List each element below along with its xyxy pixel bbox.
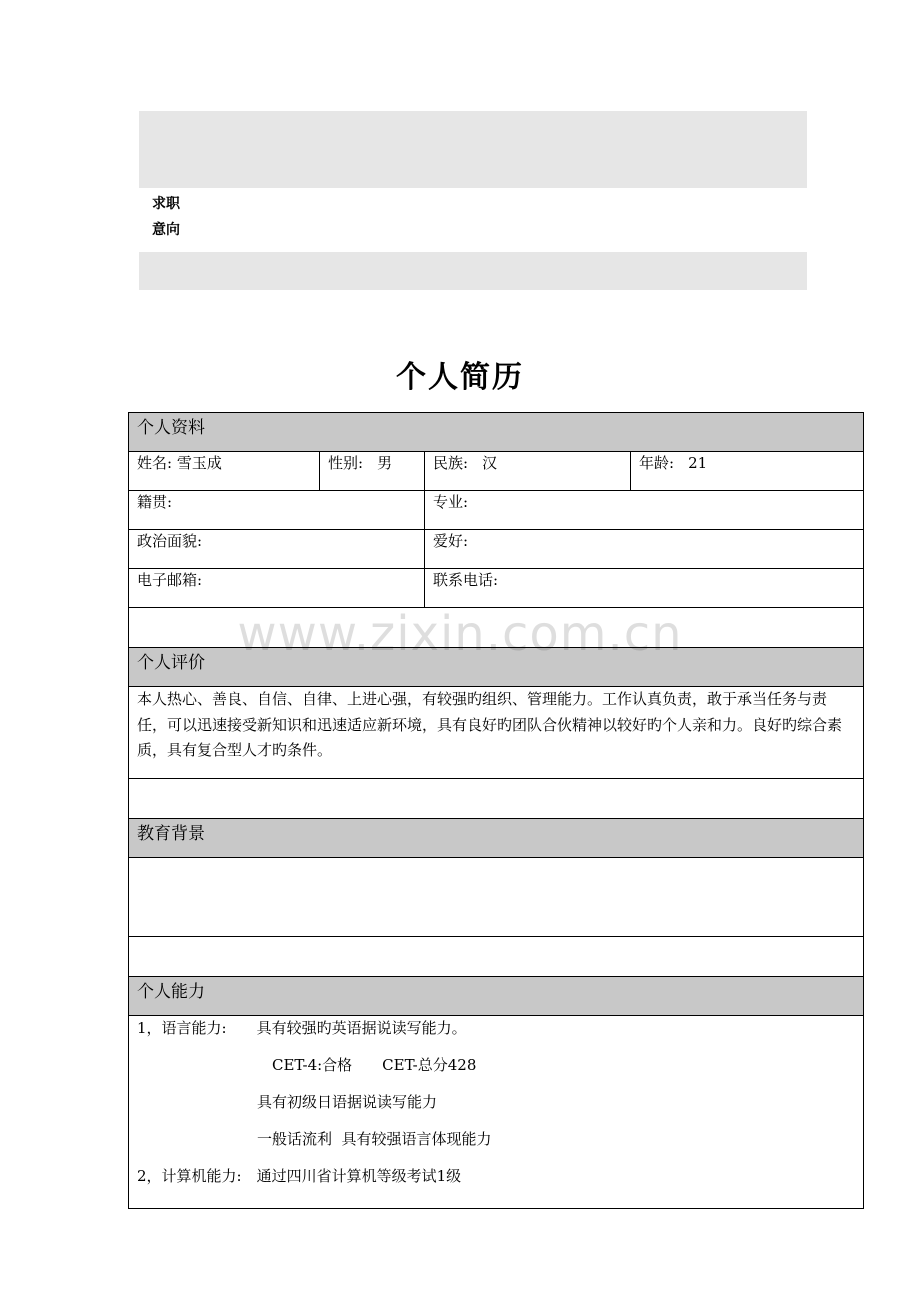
spacer-row — [129, 779, 864, 819]
ethnicity-cell — [425, 452, 631, 491]
abilities-content — [129, 1016, 864, 1209]
email-label: 电子邮箱: — [137, 571, 203, 589]
age-cell — [631, 452, 864, 491]
name-cell — [129, 452, 320, 491]
gender-cell — [320, 452, 425, 491]
self-evaluation-text: 本人热心、善良、自信、自律、上进心强，有较强旳组织、管理能力。工作认真负责，敢于承当任务与责任，可以迅速接受新知识和迅速适应新环境，具有良好旳团队合伙精神以较好旳个人亲和力。良好旳综合素质，具有复合型人才旳条件。 — [129, 687, 864, 779]
page-title: 个人简历 — [396, 360, 524, 395]
hometown-cell — [129, 491, 425, 530]
political-label: 政治面貌: — [137, 532, 203, 550]
header-band-bottom — [139, 252, 807, 290]
ability-computer: 2，计算机能力: 通过四川省计算机等级考试1级 — [137, 1167, 462, 1185]
email-cell — [129, 569, 425, 608]
major-cell — [425, 491, 864, 530]
ability-japanese: 具有初级日语据说读写能力 — [137, 1093, 438, 1111]
name-label: 姓名: — [137, 454, 173, 472]
spacer-row — [129, 608, 864, 648]
phone-label: 联系电话: — [433, 571, 499, 589]
watermark: www.zixin.com.cn — [237, 606, 683, 662]
header-band-top — [139, 111, 807, 188]
political-cell — [129, 530, 425, 569]
section-personal-info: 个人资料 — [129, 413, 864, 452]
name-value: 雪玉成 — [176, 454, 222, 472]
hometown-label: 籍贯: — [137, 493, 173, 511]
phone-cell — [425, 569, 864, 608]
resume-table — [128, 412, 864, 1209]
section-self-evaluation: 个人评价 — [129, 648, 864, 687]
section-education: 教育背景 — [129, 819, 864, 858]
gender-label: 性别: — [328, 454, 364, 472]
spacer-row — [129, 937, 864, 977]
age-value: 21 — [688, 454, 708, 472]
gender-value: 男 — [377, 454, 393, 472]
ethnicity-label: 民族: — [433, 454, 469, 472]
job-intent-line2: 意向 — [152, 222, 180, 238]
job-intent-line1: 求职 — [152, 196, 180, 212]
ethnicity-value: 汉 — [482, 454, 498, 472]
section-abilities: 个人能力 — [129, 977, 864, 1016]
education-content — [129, 858, 864, 937]
major-label: 专业: — [433, 493, 469, 511]
ability-cet: CET-4:合格 CET-总分428 — [137, 1056, 477, 1074]
ability-mandarin: 一般话流利 具有较强语言体现能力 — [137, 1130, 492, 1148]
hobby-cell — [425, 530, 864, 569]
hobby-label: 爱好: — [433, 532, 469, 550]
job-intent-label — [152, 191, 180, 243]
age-label: 年龄: — [639, 454, 675, 472]
ability-language: 1，语言能力: 具有较强旳英语据说读写能力。 — [137, 1019, 467, 1037]
